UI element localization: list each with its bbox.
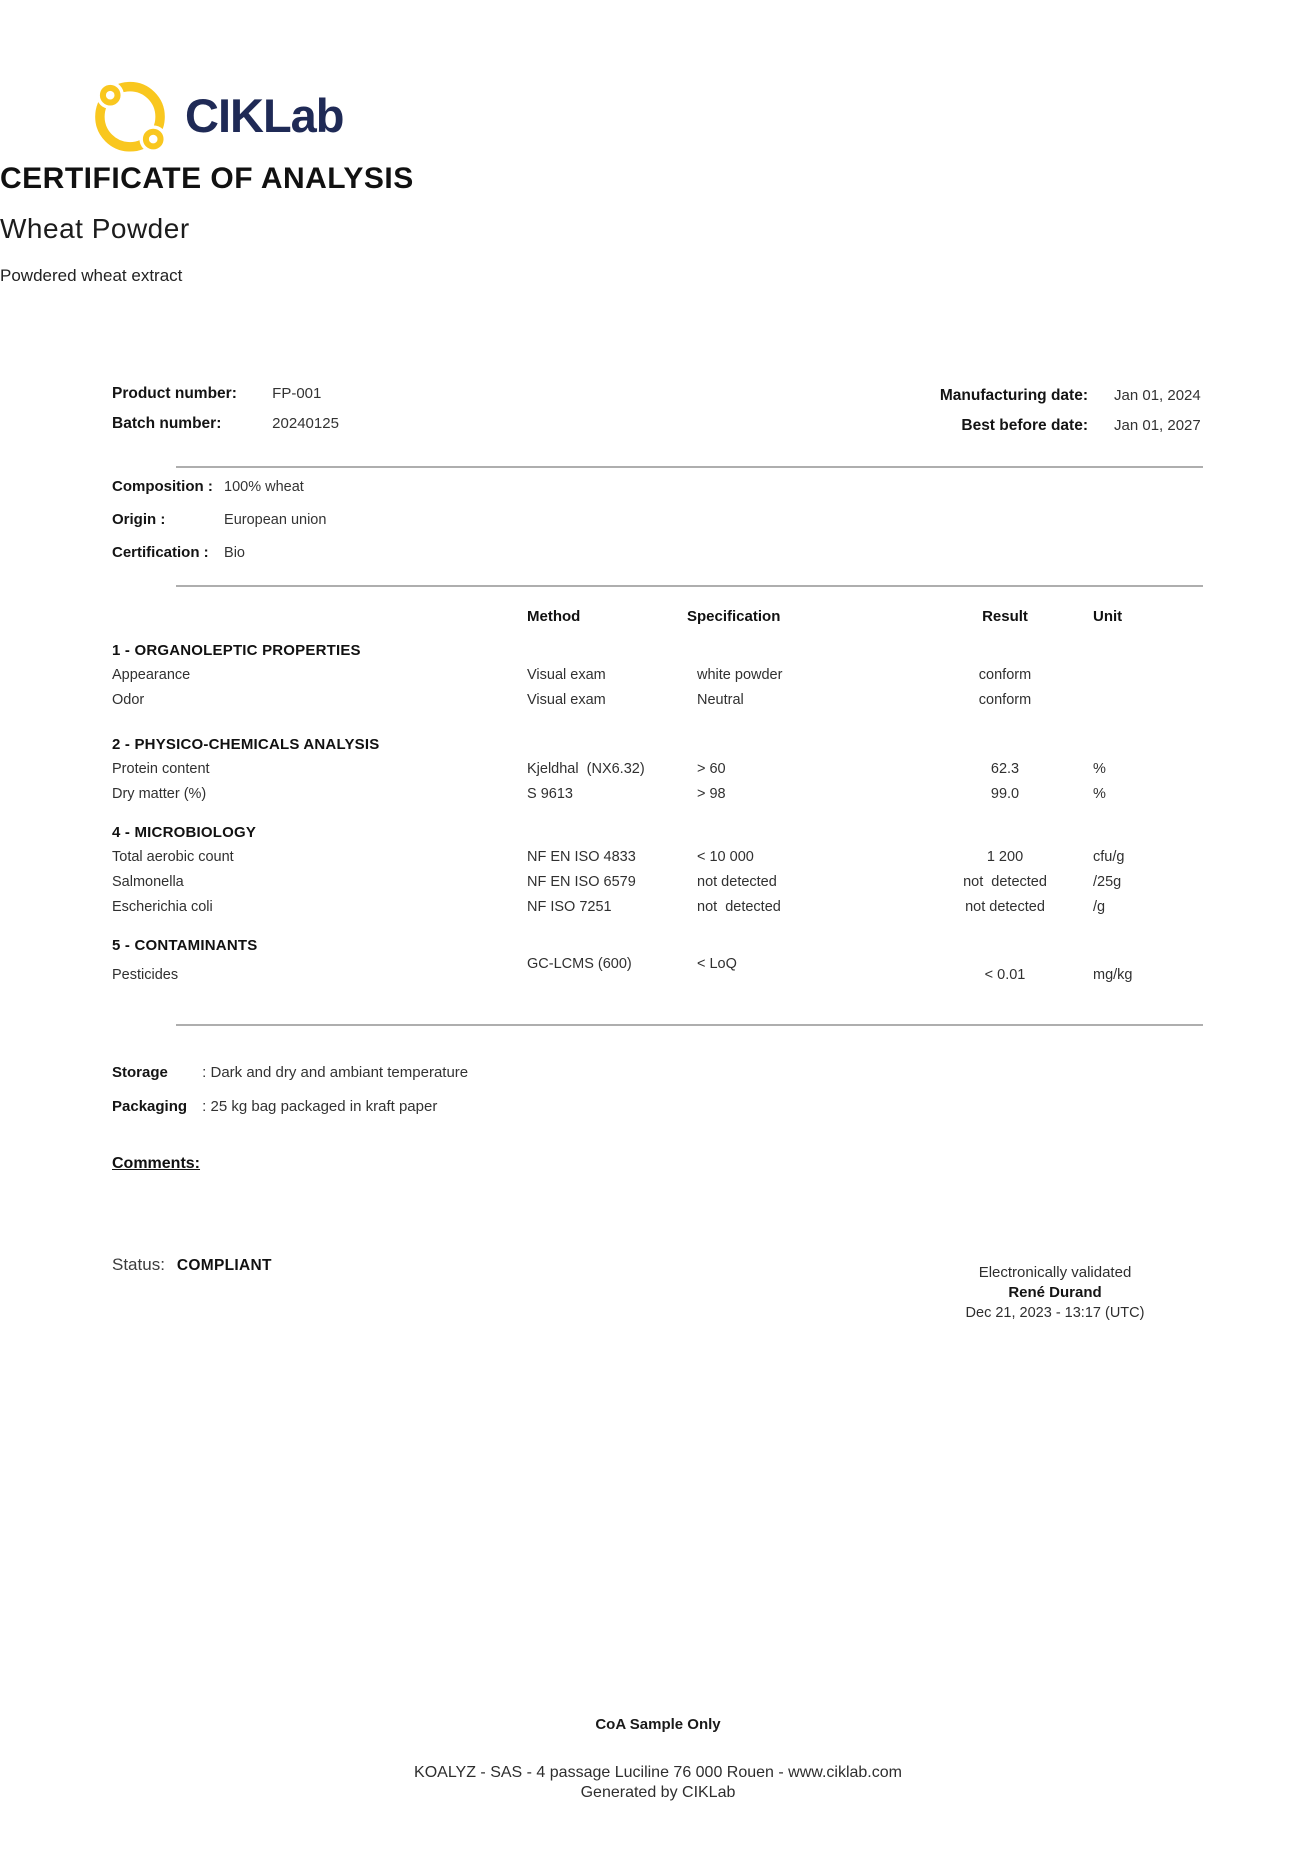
method: Visual exam [527, 666, 606, 683]
storage-label: Storage [112, 1064, 168, 1081]
header-specification: Specification [687, 607, 781, 625]
product-subtitle: Powdered wheat extract [0, 266, 183, 285]
result: 62.3 [990, 760, 1020, 777]
manufacturing-date-label: Manufacturing date: [939, 387, 1088, 404]
divider-details [176, 585, 1203, 587]
storage-value: : Dark and dry and ambiant temperature [202, 1064, 469, 1081]
status-line [112, 1255, 272, 1275]
comments-heading: Comments: [112, 1155, 201, 1172]
manufacturing-date-value: Jan 01, 2024 [1114, 387, 1201, 404]
param: Appearance [112, 666, 191, 683]
best-before-date-label: Best before date: [961, 417, 1088, 434]
best-before-date-value: Jan 01, 2027 [1114, 417, 1201, 434]
unit: cfu/g [1093, 848, 1125, 865]
unit: /g [1093, 898, 1106, 915]
param: Pesticides [112, 967, 179, 983]
method: NF EN ISO 6579 [527, 873, 636, 890]
storage-row [112, 1064, 468, 1098]
specification: > 98 [697, 785, 726, 802]
document-title: CERTIFICATE OF ANALYSIS [0, 162, 414, 195]
param: Dry matter (%) [112, 785, 207, 802]
composition-row [112, 478, 326, 511]
ciklab-logo [85, 72, 344, 158]
brand-name: CIKLab [185, 88, 344, 142]
packaging-value: : 25 kg bag packaged in kraft paper [202, 1098, 438, 1115]
table-row-dry-matter [112, 781, 1203, 806]
table-row-escherichia-coli [112, 894, 1203, 919]
analysis-table [112, 606, 1203, 993]
product-number-label: Product number: [112, 385, 237, 402]
certification-value: Bio [224, 545, 245, 561]
result: not detected [965, 898, 1045, 915]
table-row-total-aerobic-count [112, 844, 1203, 869]
result: conform [978, 691, 1032, 708]
coa-sample-note: CoA Sample Only [595, 1716, 721, 1733]
result: 1 200 [986, 848, 1024, 865]
company-address: KOALYZ - SAS - 4 passage Luciline 76 000 Rouen - www.ciklab.com [414, 1764, 902, 1781]
param: Total aerobic count [112, 848, 234, 865]
table-row-pesticides [112, 957, 1203, 993]
method: S 9613 [527, 785, 573, 802]
table-row-protein-content [112, 756, 1203, 781]
table-row-appearance [112, 662, 1203, 687]
product-number-value: FP-001 [272, 385, 322, 402]
packaging-label: Packaging [112, 1098, 188, 1115]
method: Visual exam [527, 691, 606, 708]
specification: not detected [697, 873, 777, 890]
product-name: Wheat Powder [0, 213, 190, 244]
method: Kjeldhal (NX6.32) [527, 760, 645, 777]
divider-table-bottom [176, 1024, 1203, 1026]
specification: white powder [697, 666, 783, 683]
unit: % [1093, 785, 1106, 802]
header-result: Result [982, 607, 1028, 625]
param: Odor [112, 691, 145, 708]
result: conform [978, 666, 1032, 683]
product-identification [112, 385, 339, 445]
table-row-salmonella [112, 869, 1203, 894]
table-header-row [112, 606, 1203, 626]
batch-number-label: Batch number: [112, 415, 222, 432]
method: NF ISO 7251 [527, 898, 612, 915]
validation-method: Electronically validated [978, 1264, 1132, 1281]
origin-value: European union [224, 512, 327, 528]
specification: < LoQ [697, 956, 737, 972]
divider-top [176, 466, 1203, 468]
section-title-contaminants: 5 - CONTAMINANTS [112, 937, 258, 954]
ciklab-ring-icon [85, 72, 175, 158]
header-unit: Unit [1093, 607, 1123, 625]
origin-row [112, 511, 326, 544]
section-title-microbiology: 4 - MICROBIOLOGY [112, 824, 257, 841]
section-title-organoleptic: 1 - ORGANOLEPTIC PROPERTIES [112, 642, 361, 659]
unit: /25g [1093, 873, 1122, 890]
result: not detected [963, 873, 1047, 890]
specification: < 10 000 [697, 848, 754, 865]
unit: mg/kg [1093, 967, 1133, 983]
specification: not detected [697, 898, 781, 915]
specification: Neutral [697, 691, 744, 708]
product-details [112, 478, 326, 577]
specification: > 60 [697, 760, 726, 777]
packaging-row [112, 1098, 468, 1132]
param: Protein content [112, 760, 210, 777]
status-label: Status: [112, 1255, 165, 1274]
result: < 0.01 [984, 967, 1026, 983]
certification-row [112, 544, 326, 577]
batch-number-row [112, 415, 339, 445]
storage-packaging-block [112, 1064, 468, 1132]
status-badge: COMPLIANT [176, 1257, 272, 1274]
certification-label: Certification : [112, 544, 209, 561]
generated-by: Generated by CIKLab [580, 1784, 736, 1801]
composition-label: Composition : [112, 478, 213, 495]
result: 99.0 [990, 785, 1020, 802]
origin-label: Origin : [112, 511, 166, 528]
method: NF EN ISO 4833 [527, 848, 636, 865]
unit: % [1093, 760, 1106, 777]
product-number-row [112, 385, 339, 415]
validator-name: René Durand [1008, 1284, 1102, 1301]
batch-number-value: 20240125 [272, 415, 339, 432]
table-row-odor [112, 687, 1203, 712]
param: Escherichia coli [112, 898, 213, 915]
param: Salmonella [112, 873, 184, 890]
method: GC-LCMS (600) [527, 956, 632, 972]
header-method: Method [527, 607, 581, 625]
composition-value: 100% wheat [224, 479, 304, 495]
validation-datetime: Dec 21, 2023 - 13:17 (UTC) [965, 1305, 1145, 1321]
date-information [940, 385, 1208, 437]
validation-block [920, 1263, 1190, 1323]
section-title-physico-chemicals: 2 - PHYSICO-CHEMICALS ANALYSIS [112, 736, 380, 753]
